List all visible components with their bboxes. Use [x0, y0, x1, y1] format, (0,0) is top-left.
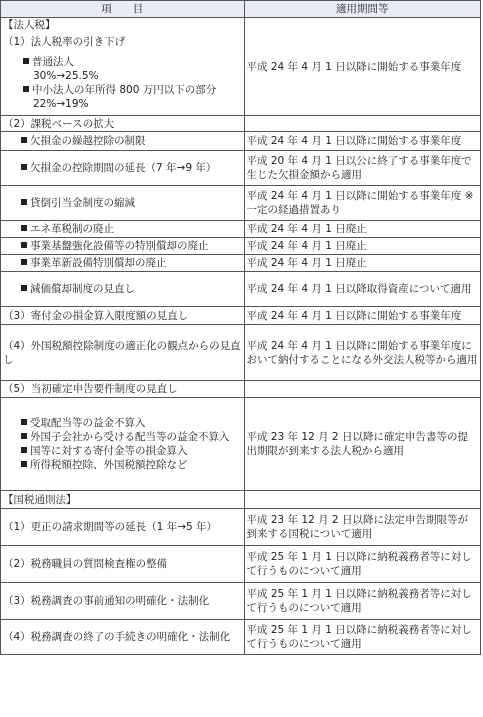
- base-row-period: 平成 24 年 4 月 1 日以降に開始する事業年度 ※一定の経過措置あり: [244, 186, 480, 221]
- base-row-label: [1, 255, 245, 272]
- general-row-label: （2）税務職員の質問検査権の整備: [1, 546, 245, 583]
- base-row-period: 平成 24 年 4 月 1 日以降に開始する事業年度: [244, 132, 480, 151]
- initial-return-period: 平成 23 年 12 月 2 日以降に確定申告書等の提出期限が到来する法人税から適用: [244, 398, 480, 491]
- list-item: [21, 444, 242, 458]
- header-period: 適用期間等: [244, 1, 480, 18]
- item-text: 外国子会社から受ける配当等の益金不算入: [30, 431, 230, 443]
- donation-period: 平成 24 年 4 月 1 日以降に開始する事業年度: [244, 307, 480, 325]
- rate-cut-title: （1）法人税率の引き下げ: [3, 36, 126, 48]
- square-bullet-icon: [21, 225, 27, 231]
- table-row: [1, 186, 481, 221]
- general-row-period: 平成 25 年 1 月 1 日以降に納税義務者等に対して行うものについて適用: [244, 583, 480, 620]
- square-bullet-icon: [21, 164, 27, 170]
- square-bullet-icon: [21, 447, 27, 453]
- general-row-label: （3）税務調査の事前通知の明確化・法制化: [1, 583, 245, 620]
- row-text: 事業基盤強化設備等の特別償却の廃止: [30, 240, 209, 252]
- item-text: 受取配当等の益金不算入: [30, 417, 146, 429]
- table-row: [1, 255, 481, 272]
- table-row: [1, 491, 481, 509]
- table-row: [1, 238, 481, 255]
- row-text: 貸倒引当金制度の縮減: [30, 197, 135, 209]
- base-row-period: 平成 24 年 4 月 1 日廃止: [244, 221, 480, 238]
- rate-cut-period: 平成 24 年 4 月 1 日以降に開始する事業年度: [244, 18, 480, 116]
- table-row: [1, 18, 481, 116]
- square-bullet-icon: [21, 242, 27, 248]
- base-expansion-title: （2）課税ベースの拡大: [1, 116, 245, 132]
- square-bullet-icon: [23, 86, 29, 92]
- row-text: 欠損金の控除期間の延長（7 年→9 年）: [30, 162, 217, 174]
- table-row: [1, 151, 481, 186]
- section-general-law: 【国税通則法】: [1, 491, 245, 509]
- foreign-credit-title: （4）外国税額控除制度の適正化の観点からの見直し: [1, 325, 245, 381]
- header-item: 項 目: [1, 1, 245, 18]
- rate-cut-cell: [1, 18, 245, 116]
- rate-cut-item1-detail: 30%→25.5%: [33, 70, 99, 82]
- table-row: [1, 620, 481, 655]
- row-text: 事業革新設備特別償却の廃止: [30, 257, 167, 269]
- base-row-period: 平成 24 年 4 月 1 日以降取得資産について適用: [244, 272, 480, 307]
- section-corp-tax: 【法人税】: [3, 19, 56, 31]
- initial-return-items: [1, 398, 245, 491]
- rate-cut-item2-detail: 22%→19%: [33, 98, 89, 110]
- header-row: [1, 1, 481, 18]
- foreign-credit-period: 平成 24 年 4 月 1 日以降に開始する事業年度において納付することになる外交法人税等から適用: [244, 325, 480, 381]
- general-row-period: 平成 25 年 1 月 1 日以降に納税義務者等に対して行うものについて適用: [244, 620, 480, 655]
- list-item: [21, 430, 242, 444]
- base-row-label: [1, 238, 245, 255]
- rate-cut-item1: [3, 55, 242, 69]
- general-row-period: 平成 23 年 12 月 2 日以降に法定申告期限等が到来する国税について適用: [244, 509, 480, 546]
- row-text: 欠損金の繰越控除の制限: [30, 135, 146, 147]
- table-row: [1, 398, 481, 491]
- base-row-label: [1, 151, 245, 186]
- base-row-label: [1, 221, 245, 238]
- row-text: エネ革税制の廃止: [30, 223, 114, 235]
- table-row: [1, 221, 481, 238]
- square-bullet-icon: [21, 285, 27, 291]
- item-text: 所得税額控除、外国税額控除など: [30, 459, 188, 471]
- table-row: [1, 509, 481, 546]
- table-row: [1, 116, 481, 132]
- table-row: [1, 546, 481, 583]
- table-row: [1, 307, 481, 325]
- square-bullet-icon: [21, 461, 27, 467]
- donation-title: （3）寄付金の損金算入限度額の見直し: [1, 307, 245, 325]
- square-bullet-icon: [21, 137, 27, 143]
- base-row-label: [1, 272, 245, 307]
- table-row: [1, 325, 481, 381]
- square-bullet-icon: [21, 199, 27, 205]
- general-row-period: 平成 25 年 1 月 1 日以降に納税義務者等に対して行うものについて適用: [244, 546, 480, 583]
- item-label: 中小法人の年所得 800 万円以下の部分: [32, 84, 217, 96]
- square-bullet-icon: [21, 259, 27, 265]
- square-bullet-icon: [21, 419, 27, 425]
- list-item: [21, 416, 242, 430]
- square-bullet-icon: [21, 433, 27, 439]
- table-row: [1, 583, 481, 620]
- item-text: 国等に対する寄付金等の損金算入: [30, 445, 188, 457]
- base-row-label: [1, 186, 245, 221]
- base-row-period: 平成 24 年 4 月 1 日廃止: [244, 238, 480, 255]
- square-bullet-icon: [23, 58, 29, 64]
- base-row-period: 平成 20 年 4 月 1 日以公に終了する事業年度で生じた欠損金額から適用: [244, 151, 480, 186]
- rate-cut-item2: [3, 83, 242, 97]
- row-text: 減価償却制度の見直し: [30, 283, 135, 295]
- table-row: [1, 272, 481, 307]
- item-label: 普通法人: [32, 56, 74, 68]
- general-row-label: （4）税務調査の終了の手続きの明確化・法制化: [1, 620, 245, 655]
- table-row: [1, 132, 481, 151]
- general-row-label: （1）更正の請求期間等の延長（1 年→5 年）: [1, 509, 245, 546]
- initial-return-title: （5）当初確定申告要件制度の見直し: [1, 381, 245, 398]
- base-row-period: 平成 24 年 4 月 1 日廃止: [244, 255, 480, 272]
- list-item: [21, 458, 242, 472]
- base-row-label: [1, 132, 245, 151]
- table-row: [1, 381, 481, 398]
